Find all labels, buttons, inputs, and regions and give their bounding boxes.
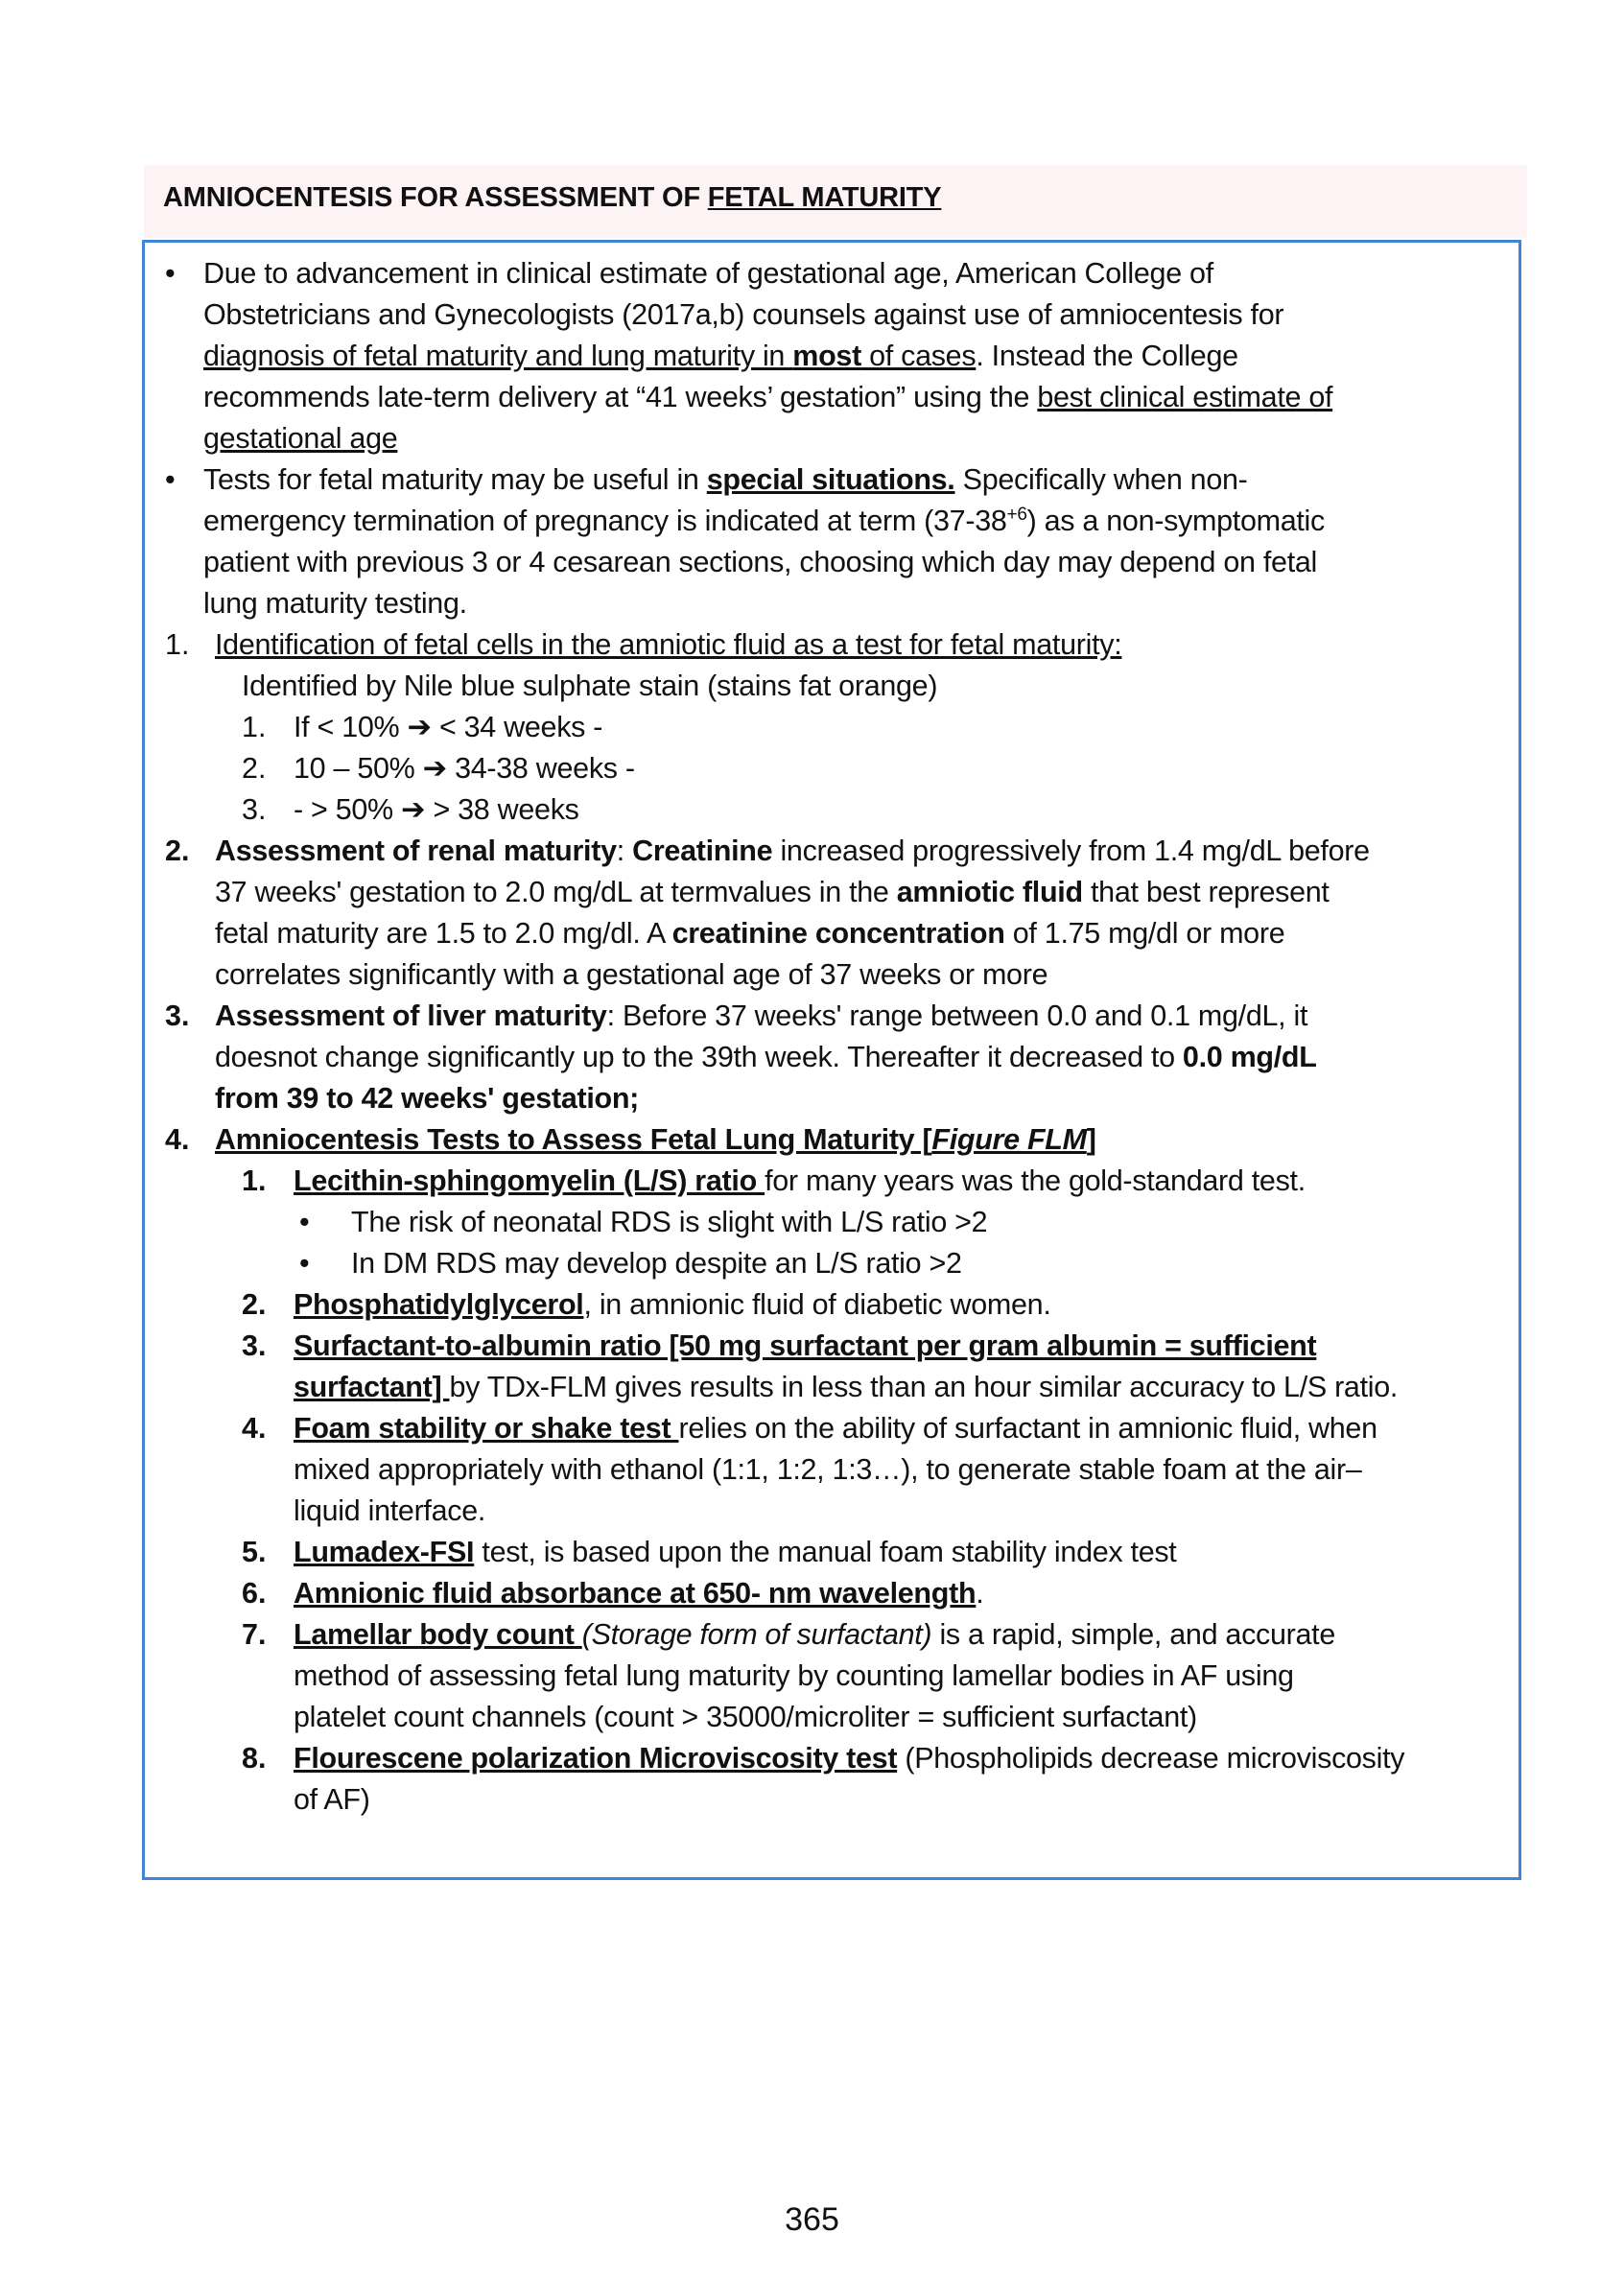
test4-line3: liquid interface. <box>294 1494 486 1527</box>
item1-list-item: If < 10% ➔ < 34 weeks - <box>294 711 603 743</box>
test-num: 2. <box>242 1288 267 1321</box>
bullet2-line3: patient with previous 3 or 4 cesarean sections, choosing which day may depend on fetal <box>203 546 1318 578</box>
bullet1-line3: diagnosis of fetal maturity and lung maturity in most of cases. Instead the College <box>203 340 1238 372</box>
test-num: 7. <box>242 1618 267 1651</box>
bullet1-line2: Obstetricians and Gynecologists (2017a,b) counsels against use of amniocentesis for <box>203 298 1284 331</box>
test3-line2: surfactant] by TDx-FLM gives results in less than an hour similar accuracy to L/S ratio. <box>294 1371 1399 1403</box>
test3-line1: Surfactant-to-albumin ratio [50 mg surfactant per gram albumin = sufficient <box>294 1329 1317 1362</box>
item1-list-item: - > 50% ➔ > 38 weeks <box>294 793 579 826</box>
test1-line1: Lecithin-sphingomyelin (L/S) ratio for many years was the gold-standard test. <box>294 1164 1306 1197</box>
item1-list-num: 3. <box>242 793 267 826</box>
bullet1-line1: Due to advancement in clinical estimate of gestational age, American College of <box>203 257 1213 290</box>
item4-heading: Amniocentesis Tests to Assess Fetal Lung Maturity [Figure FLM] <box>215 1123 1096 1156</box>
bullet-marker: • <box>165 257 176 290</box>
test7-line1: Lamellar body count (Storage form of surfactant) is a rapid, simple, and accurate <box>294 1618 1335 1651</box>
test-num: 4. <box>242 1412 267 1445</box>
bullet1-line5: gestational age <box>203 422 398 455</box>
item2-line2: 37 weeks' gestation to 2.0 mg/dL at termvalues in the amniotic fluid that best represent <box>215 876 1330 908</box>
item3-line2: doesnot change significantly up to the 39th week. Thereafter it decreased to 0.0 mg/dL <box>215 1041 1317 1073</box>
item1-subtext: Identified by Nile blue sulphate stain (stains fat orange) <box>242 670 938 702</box>
item2-marker: 2. <box>165 835 190 867</box>
bullet2-line4: lung maturity testing. <box>203 587 467 620</box>
item1-list-num: 1. <box>242 711 267 743</box>
test-num: 6. <box>242 1577 267 1610</box>
test4-line2: mixed appropriately with ethanol (1:1, 1:2, 1:3…), to generate stable foam at the air– <box>294 1453 1362 1486</box>
item2-line4: correlates significantly with a gestational age of 37 weeks or more <box>215 958 1048 991</box>
test5-line1: Lumadex-FSI test, is based upon the manual foam stability index test <box>294 1536 1177 1568</box>
item2-line3: fetal maturity are 1.5 to 2.0 mg/dl. A creatinine concentration of 1.75 mg/dl or more <box>215 917 1285 950</box>
item1-marker: 1. <box>165 628 190 661</box>
item1-list-item: 10 – 50% ➔ 34-38 weeks - <box>294 752 635 785</box>
test7-line3: platelet count channels (count > 35000/microliter = sufficient surfactant) <box>294 1701 1197 1733</box>
item2-line1: Assessment of renal maturity: Creatinine increased progressively from 1.4 mg/dL before <box>215 835 1370 867</box>
test-num: 1. <box>242 1164 267 1197</box>
test7-line2: method of assessing fetal lung maturity by counting lamellar bodies in AF using <box>294 1659 1294 1692</box>
bullet-marker: • <box>165 463 176 496</box>
section-title: AMNIOCENTESIS FOR ASSESSMENT OF FETAL MATURITY <box>163 182 942 213</box>
test1-bullet1: The risk of neonatal RDS is slight with L/S ratio >2 <box>351 1206 988 1238</box>
test1-bullet2: In DM RDS may develop despite an L/S ratio >2 <box>351 1247 962 1280</box>
test2-line1: Phosphatidylglycerol, in amnionic fluid of diabetic women. <box>294 1288 1051 1321</box>
test8-line2: of AF) <box>294 1783 370 1816</box>
item4-marker: 4. <box>165 1123 190 1156</box>
test4-line1: Foam stability or shake test relies on the ability of surfactant in amnionic fluid, when <box>294 1412 1377 1445</box>
item1-list-num: 2. <box>242 752 267 785</box>
item3-line3: from 39 to 42 weeks' gestation; <box>215 1082 640 1115</box>
item1-heading: Identification of fetal cells in the amniotic fluid as a test for fetal maturity: <box>215 628 1122 661</box>
page-number: 365 <box>785 2201 839 2238</box>
bullet2-line1: Tests for fetal maturity may be useful in special situations. Specifically when non- <box>203 463 1248 496</box>
bullet1-line4: recommends late-term delivery at “41 weeks’ gestation” using the best clinical estimate of <box>203 381 1333 413</box>
bullet-marker: • <box>299 1247 310 1280</box>
test-num: 8. <box>242 1742 267 1775</box>
bullet-marker: • <box>299 1206 310 1238</box>
test8-line1: Flourescene polarization Microviscosity test (Phospholipids decrease microviscosity <box>294 1742 1405 1775</box>
test6-line1: Amnionic fluid absorbance at 650- nm wavelength. <box>294 1577 984 1610</box>
item3-line1: Assessment of liver maturity: Before 37 weeks' range between 0.0 and 0.1 mg/dL, it <box>215 999 1308 1032</box>
test-num: 5. <box>242 1536 267 1568</box>
item3-marker: 3. <box>165 999 190 1032</box>
test-num: 3. <box>242 1329 267 1362</box>
bullet2-line2: emergency termination of pregnancy is indicated at term $(37-38^{+6})$ as a non-symptomatic <box>203 504 1325 537</box>
